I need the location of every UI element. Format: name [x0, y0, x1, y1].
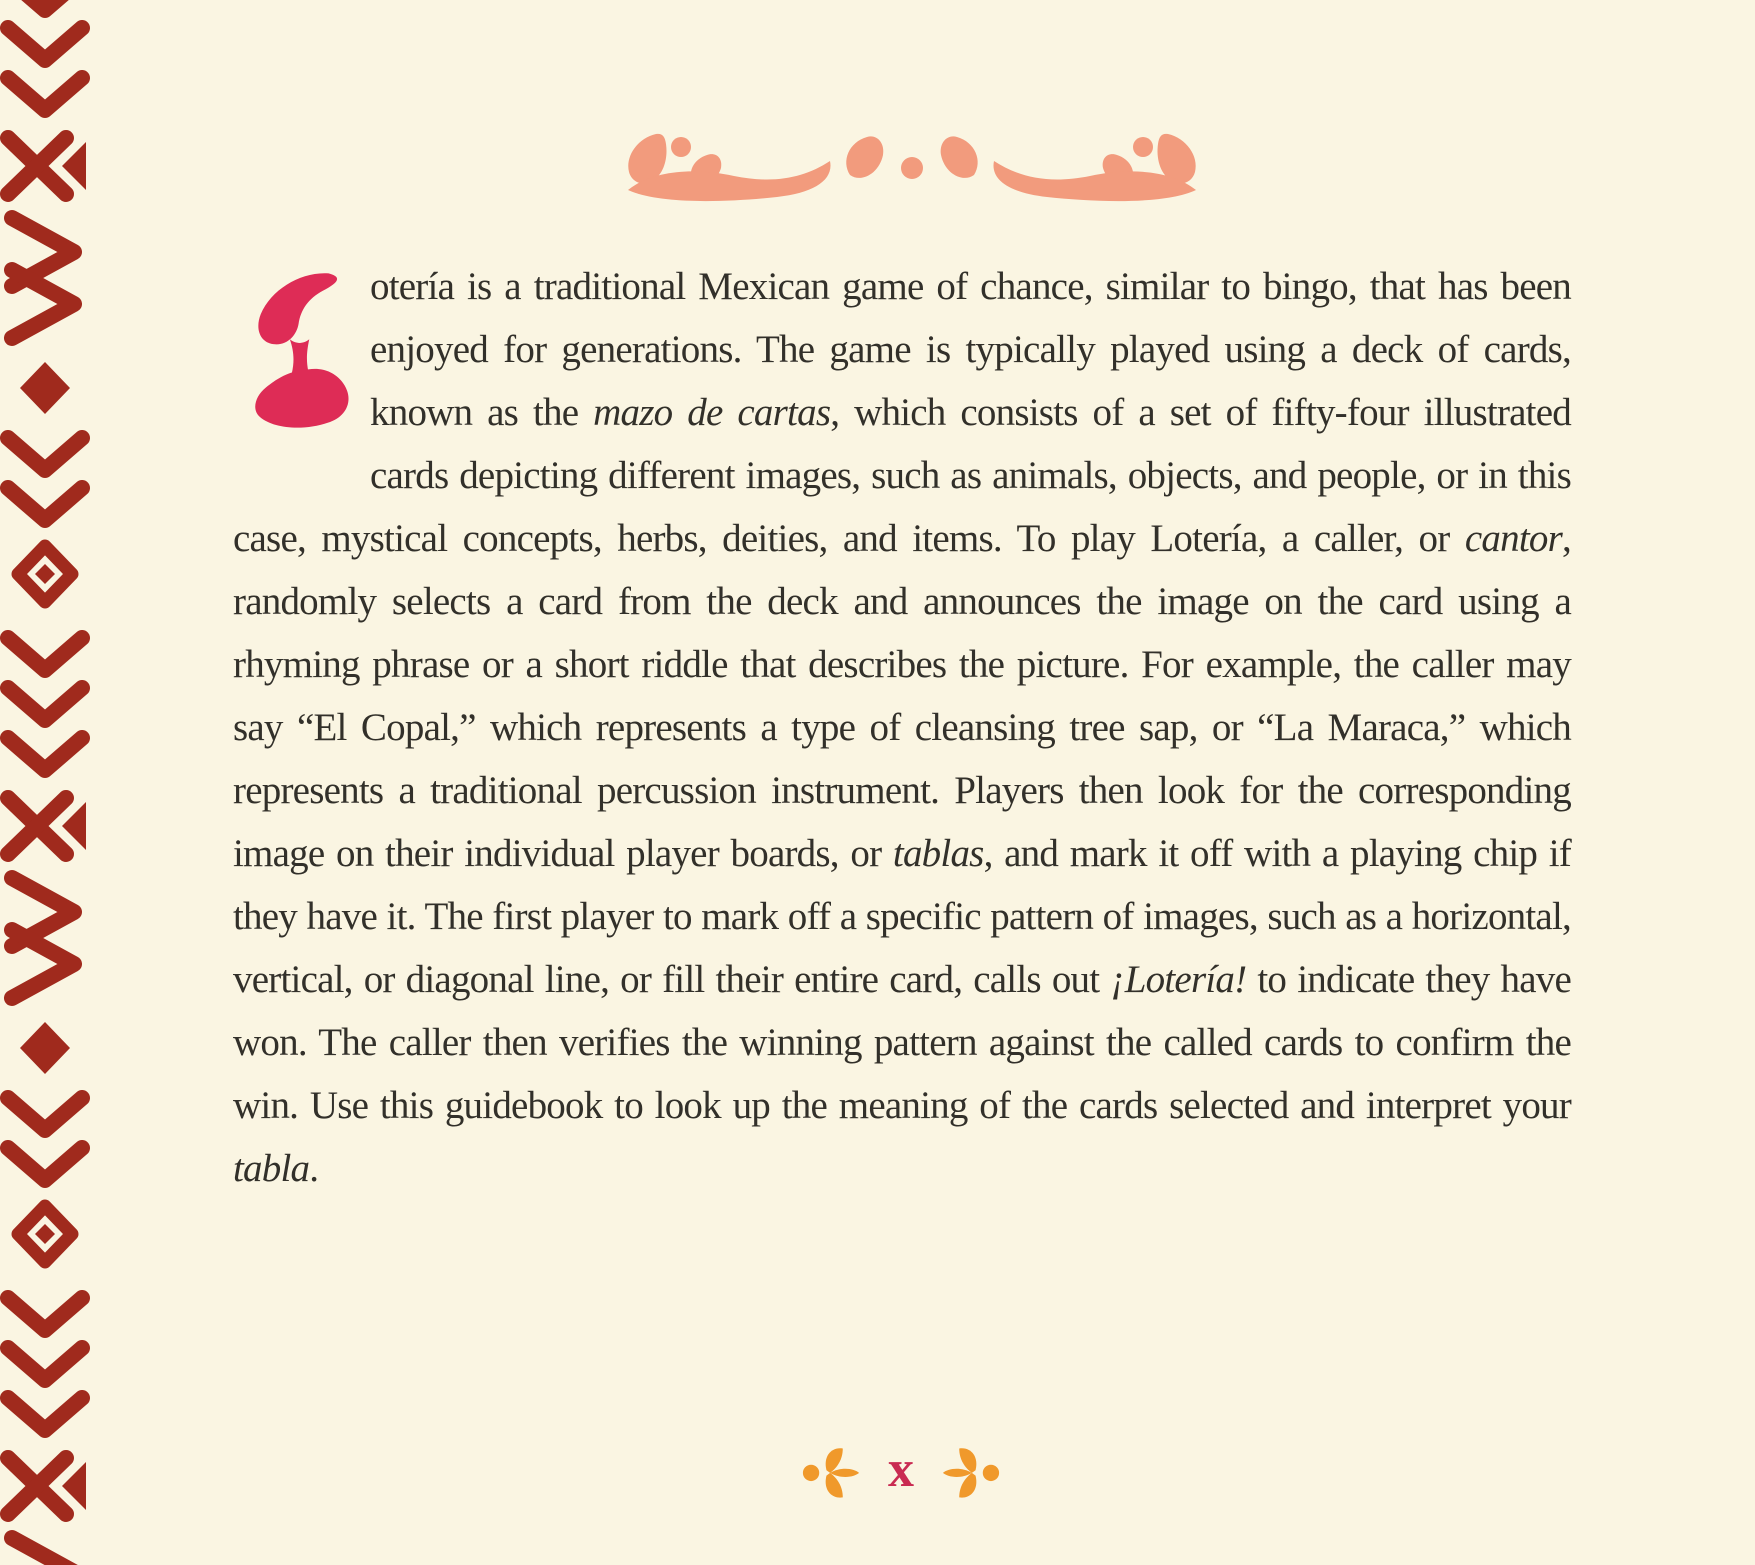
flourish-ornament-icon [622, 126, 1202, 202]
footer-ornament-left-icon [802, 1446, 860, 1498]
footer-ornament-right-icon [942, 1446, 1000, 1498]
side-border-pattern-icon [0, 0, 92, 1565]
page-footer [802, 1441, 1000, 1498]
dropcap-letter-l [233, 255, 370, 445]
page-number: x [888, 1441, 914, 1498]
dropcap-letter-text [233, 255, 234, 256]
body-paragraph: otería is a traditional Mexican game of chance, similar to bingo, that has been enjoyed for generations. The game is typically played using a deck of cards, known as the mazo de cartas, which consists of a set of fifty-four illustrated cards depicting different images, such as animals, objects, and people, or in this case, mystical concepts, herbs, deities, and items. To play Lotería, a caller, or cantor, randomly selects a card from the deck and announces the image on the card using a rhyming phrase or a short riddle that describes the picture. For example, the caller may say “El Copal,” which represents a type of cleansing tree sap, or “La Maraca,” which represents a traditional percussion instrument. Players then look for the corresponding image on their individual player boards, or tablas, and mark it off with a playing chip if they have it. The first player to mark off a specific pattern of images, such as a horizontal, vertical, or diagonal line, or fill their entire card, calls out ¡Lotería! to indicate they have won. The caller then verifies the winning pattern against the called cards to confirm the win. Use this guidebook to look up the meaning of the cards selected and interpret your tabla. [233, 255, 1571, 1200]
